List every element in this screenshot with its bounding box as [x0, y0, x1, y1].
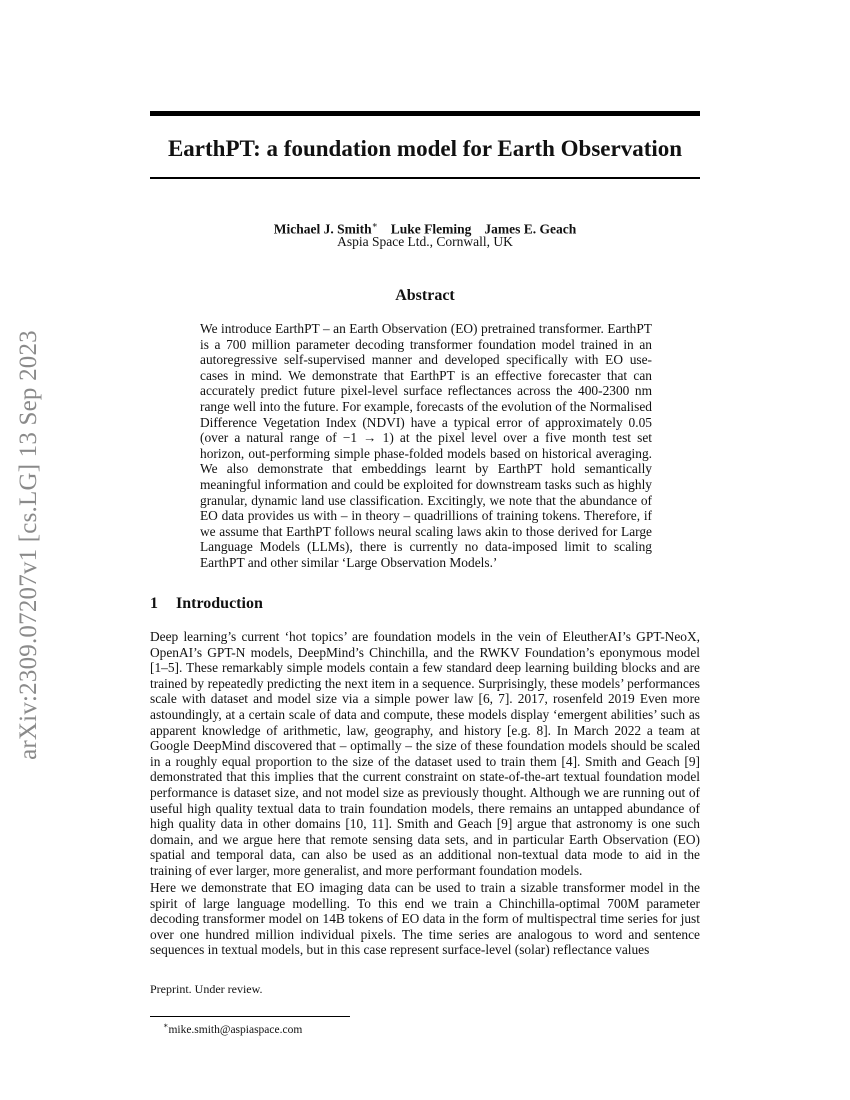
preprint-note: Preprint. Under review. — [150, 982, 263, 996]
footnote — [163, 1019, 683, 1037]
section-heading-introduction — [150, 594, 700, 614]
introduction-paragraph-2: Here we demonstrate that EO imaging data can be used to train a sizable transformer model in the spirit of large language modelling. To this end we train a Chinchilla-optimal 700M parameter decoding transformer model on 14B tokens of EO data in the form of multispectral time series for just over one hundred million individual pixels. The time series are analogous to word and sentence sequences in textual models, but in this case represent surface-level (solar) reflectance values — [150, 880, 700, 958]
title-top-rule — [150, 111, 700, 116]
footnote-mark: ∗ — [163, 1021, 169, 1030]
author-name: James E. Geach — [484, 221, 577, 237]
arxiv-identifier-stamp — [4, 295, 54, 795]
paper-title: EarthPT: a foundation model for Earth Observation — [167, 136, 683, 161]
title-bottom-rule — [150, 177, 700, 179]
arxiv-identifier-text: arXiv:2309.07207v1 [cs.LG] 13 Sep 2023 — [15, 330, 42, 760]
section-title: Introduction — [176, 595, 263, 612]
footnote-mark: ∗ — [371, 220, 378, 230]
abstract-text: We introduce EarthPT – an Earth Observation (EO) pretrained transformer. EarthPT is a 700 million parameter decoding transformer foundation model trained in an autoregressive self-supervised manner and developed specifically with EO use-cases in mind. We demonstrate that EarthPT is an effective forecaster that can accurately predict future pixel-level surface reflectances across the 400-2300 nm range well into the future. For example, forecasts of the evolution of the Normalised Difference Vegetation Index (NDVI) have a typical error of approximately 0.05 (over a natural range of −1 → 1) at the pixel level over a five month test set horizon, out-performing simple phase-folded models based on historical averaging. We also demonstrate that embeddings learnt by EarthPT hold semantically meaningful information and could be exploited for downstream tasks such as highly granular, dynamic land use classification. Excitingly, we note that the abundance of EO data provides us with – in theory – quadrillions of training tokens. Therefore, if we assume that EarthPT follows neural scaling laws akin to those derived for Large Language Models (LLMs), there is currently no data-imposed limit to scaling EarthPT and other similar ‘Large Observation Models.’ — [200, 321, 652, 570]
section-number: 1 — [150, 595, 158, 612]
author-name: Michael J. Smith — [273, 221, 372, 237]
author-name: Luke Fleming — [390, 221, 472, 237]
introduction-paragraph-1: Deep learning’s current ‘hot topics’ are foundation models in the vein of EleutherAI’s GPT-NeoX, OpenAI’s GPT-N models, DeepMind’s Chinchilla, and the RWKV Foundation’s eponymous model [1–5]. These remarkably simple models contain a few standard deep learning building blocks and are trained by repeatedly predicting the next item in a sequence. Surprisingly, these models’ performances scale with dataset and model size via a simple power law [6, 7]. 2017, rosenfeld 2019 Even more astoundingly, at a certain scale of data and compute, these models display ‘emergent abilities’ such as apparent knowledge of arithmetic, law, geography, and history [e.g. 8]. In March 2022 a team at Google DeepMind discovered that – optimally – the size of these foundation models should be scaled in a roughly equal proportion to the size of the dataset used to train them [4]. Smith and Geach [9] demonstrated that this implies that the current constraint on state-of-the-art textual foundation model performance is dataset size, and not model size as previously thought. Although we are running out of useful high quality textual data to train foundation models, there remains an untapped abundance of high quality data in other domains [10, 11]. Smith and Geach [9] argue that astronomy is one such domain, and we argue here that remote sensing data sets, and in particular Earth Observation (EO) spatial and temporal data, can also be used as an additional non-textual data mode to aid in the training of ever larger, more generalist, and more performant foundation models. — [150, 629, 700, 878]
footnote-email: mike.smith@aspiaspace.com — [168, 1023, 303, 1036]
footnote-rule — [150, 1016, 350, 1017]
author-affiliation: Aspia Space Ltd., Cornwall, UK — [337, 234, 513, 249]
abstract-heading: Abstract — [395, 287, 455, 304]
